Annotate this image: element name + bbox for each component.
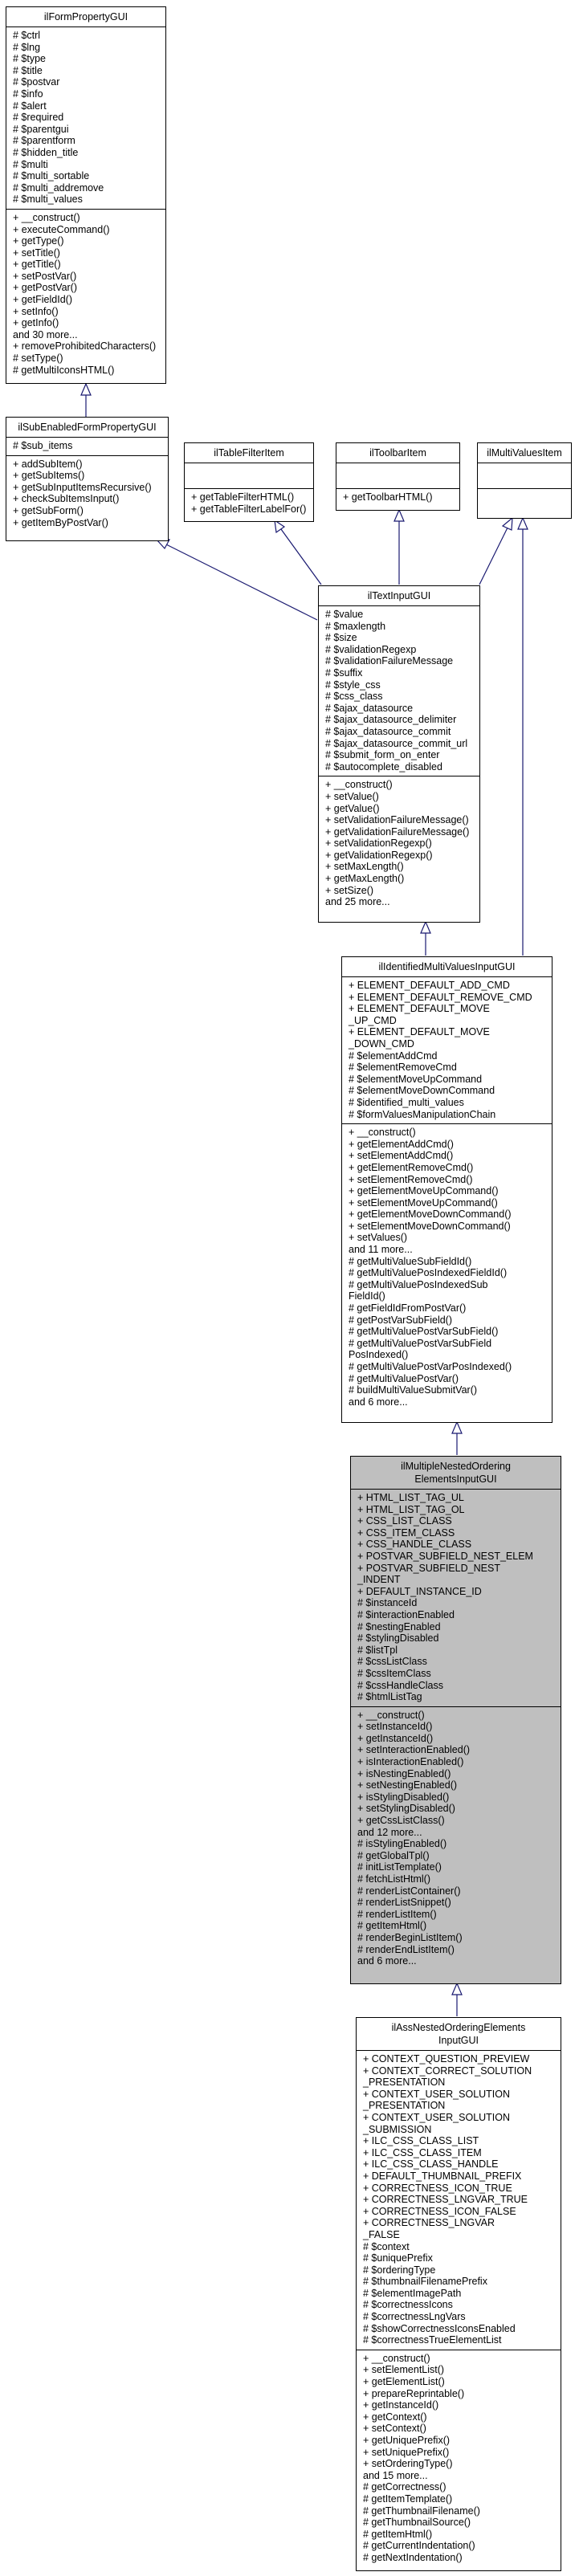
methods-section bbox=[342, 1124, 552, 1411]
member-line: _FALSE bbox=[363, 2228, 400, 2240]
member-line: # renderListItem() bbox=[357, 1908, 437, 1920]
edge-arrowhead bbox=[452, 1422, 462, 1433]
attributes-section bbox=[351, 1490, 561, 1707]
member-line: # $validationRegexp bbox=[325, 643, 417, 655]
member-line: + isInteractionEnabled() bbox=[357, 1756, 464, 1768]
edge-arrowhead bbox=[518, 518, 528, 529]
member-line: # $style_css bbox=[325, 679, 381, 691]
member-line: + getMaxLength() bbox=[325, 873, 405, 885]
member-line: # $validationFailureMessage bbox=[325, 655, 454, 667]
methods-section bbox=[185, 489, 313, 518]
member-line: # $showCorrectnessIconsEnabled bbox=[363, 2322, 516, 2334]
member-line: # renderListSnippet() bbox=[357, 1897, 451, 1909]
attributes-section bbox=[336, 463, 459, 489]
edge-arrowhead bbox=[81, 384, 91, 395]
member-line: + __construct() bbox=[357, 1709, 425, 1721]
member-line: # getItemHtml() bbox=[357, 1920, 427, 1932]
class-ilMultiValuesItem[interactable] bbox=[477, 442, 572, 519]
member-line: + setElementMoveUpCommand() bbox=[349, 1196, 498, 1209]
member-line: # $autocomplete_disabled bbox=[325, 760, 442, 772]
member-line: # $ajax_datasource_commit bbox=[325, 725, 451, 737]
member-line: # $listTpl bbox=[357, 1644, 398, 1656]
member-line: + getSubItems() bbox=[13, 470, 85, 482]
member-line: # $formValuesManipulationChain bbox=[349, 1108, 496, 1120]
member-line: + getInstanceId() bbox=[357, 1732, 434, 1744]
methods-section bbox=[357, 2350, 561, 2567]
class-ilToolbarItem[interactable] bbox=[336, 442, 460, 511]
member-line: # $multi bbox=[13, 158, 48, 170]
member-line: + setValue() bbox=[325, 790, 379, 802]
member-line: # getMultiValueSubFieldId() bbox=[349, 1255, 472, 1267]
member-line: # getNextIndentation() bbox=[363, 2551, 463, 2563]
member-line: # $sub_items bbox=[13, 440, 73, 451]
member-line: # $cssHandleClass bbox=[357, 1679, 443, 1691]
member-line: # $context bbox=[363, 2240, 410, 2252]
member-line: + checkSubItemsInput() bbox=[13, 493, 120, 505]
member-line: + HTML_LIST_TAG_OL bbox=[357, 1503, 465, 1515]
member-line: + getSubInputItemsRecursive() bbox=[13, 481, 152, 493]
member-line: # getPostVarSubField() bbox=[349, 1314, 452, 1326]
member-line: + setStylingDisabled() bbox=[357, 1803, 455, 1815]
member-line: + CSS_ITEM_CLASS bbox=[357, 1526, 455, 1539]
class-ilAssNestedOrderingElementsInputGUI[interactable] bbox=[356, 2017, 561, 2571]
member-line: # $maxlength bbox=[325, 620, 386, 632]
member-line: + getElementMoveDownCommand() bbox=[349, 1209, 512, 1221]
member-line: + getItemByPostVar() bbox=[13, 516, 108, 528]
member-line: # $ajax_datasource bbox=[325, 702, 414, 714]
member-line: # $interactionEnabled bbox=[357, 1608, 455, 1620]
member-line: # getMultiValuePosIndexedSub bbox=[349, 1278, 488, 1290]
member-line: + __construct() bbox=[349, 1127, 416, 1139]
member-line: + isNestingEnabled() bbox=[357, 1767, 451, 1779]
class-ilTableFilterItem[interactable] bbox=[184, 442, 314, 522]
member-line: + isStylingDisabled() bbox=[357, 1791, 450, 1803]
member-line: + executeCommand() bbox=[13, 223, 110, 235]
edge-textinput-to-tablefilter bbox=[275, 520, 321, 585]
member-line: + setElementAddCmd() bbox=[349, 1150, 454, 1162]
member-line: + ILC_CSS_CLASS_LIST bbox=[363, 2135, 479, 2147]
edge-arrowhead bbox=[275, 520, 284, 532]
member-line: + prepareReprintable() bbox=[363, 2387, 465, 2399]
member-line: # getThumbnailSource() bbox=[363, 2517, 471, 2529]
member-line: + ELEMENT_DEFAULT_MOVE bbox=[349, 1003, 490, 1015]
member-line: # $parentgui bbox=[13, 123, 69, 135]
class-title: ilSubEnabledFormPropertyGUI bbox=[6, 418, 168, 438]
member-line: + getPostVar() bbox=[13, 282, 78, 294]
methods-section bbox=[6, 210, 165, 379]
member-line: # $type bbox=[13, 53, 47, 65]
member-line: # isStylingEnabled() bbox=[357, 1838, 447, 1850]
member-line: + ILC_CSS_CLASS_ITEM bbox=[363, 2146, 482, 2158]
member-line: + setElementRemoveCmd() bbox=[349, 1173, 473, 1185]
member-line: + getTableFilterLabelFor() bbox=[191, 503, 307, 515]
member-line: + addSubItem() bbox=[13, 458, 83, 470]
member-line: + ELEMENT_DEFAULT_ADD_CMD bbox=[349, 980, 510, 991]
member-line: + getFieldId() bbox=[13, 294, 72, 306]
member-line: # $size bbox=[325, 632, 357, 644]
member-line: + getCssListClass() bbox=[357, 1815, 445, 1827]
member-line: + getValidationRegexp() bbox=[325, 849, 433, 861]
member-line: + HTML_LIST_TAG_UL bbox=[357, 1492, 464, 1503]
member-line: + __construct() bbox=[13, 211, 80, 223]
member-line: + getInstanceId() bbox=[363, 2399, 439, 2411]
attributes-section bbox=[319, 606, 479, 776]
member-line: # renderListContainer() bbox=[357, 1885, 461, 1897]
class-title-line: InputGUI bbox=[438, 2035, 479, 2046]
member-line: + setUniquePrefix() bbox=[363, 2446, 450, 2458]
class-ilSubEnabledFormPropertyGUI[interactable] bbox=[6, 417, 169, 541]
member-line: + CORRECTNESS_ICON_TRUE bbox=[363, 2182, 512, 2194]
member-line: + setElementList() bbox=[363, 2364, 445, 2376]
member-line: # $css_class bbox=[325, 691, 383, 703]
member-line: + setContext() bbox=[363, 2423, 426, 2435]
member-line: + POSTVAR_SUBFIELD_NEST bbox=[357, 1562, 500, 1574]
methods-section bbox=[478, 489, 571, 514]
methods-section bbox=[336, 489, 459, 507]
member-line: # $correctnessTrueElementList bbox=[363, 2334, 502, 2346]
member-line: + removeProhibitedCharacters() bbox=[13, 340, 157, 353]
member-line: + getToolbarHTML() bbox=[343, 491, 433, 503]
member-line: + getTableFilterHTML() bbox=[191, 491, 295, 503]
member-line: # $title bbox=[13, 64, 43, 76]
member-line: # $correctnessIcons bbox=[363, 2299, 453, 2311]
member-line: # $thumbnailFilenamePrefix bbox=[363, 2276, 487, 2288]
attributes-section bbox=[478, 463, 571, 489]
member-line: _DOWN_CMD bbox=[349, 1037, 414, 1050]
member-line: # $ajax_datasource_commit_url bbox=[325, 737, 468, 749]
member-line: + getElementList() bbox=[363, 2376, 445, 2388]
member-line: # $value bbox=[325, 609, 364, 620]
class-ilMultipleNestedOrderingElementsInputGUI[interactable] bbox=[350, 1456, 561, 1984]
member-line: # $hidden_title bbox=[13, 146, 79, 158]
methods-section bbox=[319, 776, 479, 911]
edge-arrowhead bbox=[421, 922, 430, 933]
member-line: + CORRECTNESS_LNGVAR bbox=[363, 2217, 495, 2229]
member-line: # getMultiValuePosIndexedFieldId() bbox=[349, 1267, 508, 1279]
class-title: ilTableFilterItem bbox=[185, 443, 313, 463]
member-line: + getElementMoveUpCommand() bbox=[349, 1185, 499, 1197]
member-line: # getItemHtml() bbox=[363, 2528, 433, 2540]
class-title: ilMultiValuesItem bbox=[478, 443, 571, 463]
member-line: + CONTEXT_QUESTION_PREVIEW bbox=[363, 2053, 530, 2064]
member-line: # getItemTemplate() bbox=[363, 2492, 453, 2505]
member-line: # $elementImagePath bbox=[363, 2287, 462, 2299]
member-line: # $ctrl bbox=[13, 30, 41, 41]
member-line: # $multi_values bbox=[13, 194, 83, 206]
member-line: # renderEndListItem() bbox=[357, 1943, 455, 1955]
member-line: + getContext() bbox=[363, 2411, 427, 2423]
attributes-section bbox=[6, 27, 165, 210]
member-line: # getMultiValuePostVarPosIndexed() bbox=[349, 1361, 512, 1372]
member-line: # buildMultiValueSubmitVar() bbox=[349, 1384, 478, 1396]
member-line: + getSubForm() bbox=[13, 504, 84, 516]
member-line: # $info bbox=[13, 88, 43, 100]
member-line: # getCurrentIndentation() bbox=[363, 2540, 475, 2552]
member-line: # getThumbnailFilename() bbox=[363, 2505, 480, 2517]
member-line: _INDENT bbox=[357, 1574, 401, 1586]
member-line: # $suffix bbox=[325, 666, 363, 679]
member-line: # initListTemplate() bbox=[357, 1861, 442, 1873]
member-line: # $postvar bbox=[13, 76, 60, 88]
member-line: and 30 more... bbox=[13, 328, 78, 340]
member-line: + DEFAULT_INSTANCE_ID bbox=[357, 1585, 482, 1597]
class-ilTextInputGUI[interactable] bbox=[318, 585, 480, 923]
member-line: # getCorrectness() bbox=[363, 2481, 446, 2493]
attributes-section bbox=[357, 2051, 561, 2350]
member-line: # $identified_multi_values bbox=[349, 1096, 464, 1108]
member-line: FieldId() bbox=[349, 1290, 385, 1302]
member-line: + setValidationRegexp() bbox=[325, 838, 432, 850]
member-line: + setElementMoveDownCommand() bbox=[349, 1220, 511, 1232]
member-line: # $nestingEnabled bbox=[357, 1620, 441, 1632]
class-title: ilFormPropertyGUI bbox=[6, 7, 165, 27]
class-title-line: ElementsInputGUI bbox=[414, 1473, 497, 1485]
member-line: + setSize() bbox=[325, 884, 374, 896]
member-line: + setTitle() bbox=[13, 247, 60, 259]
member-line: + getValidationFailureMessage() bbox=[325, 825, 470, 838]
class-title: ilIdentifiedMultiValuesInputGUI bbox=[342, 957, 552, 977]
member-line: _UP_CMD bbox=[349, 1014, 397, 1026]
member-line: + setInstanceId() bbox=[357, 1721, 433, 1733]
member-line: # $htmlListTag bbox=[357, 1691, 422, 1703]
class-title-line: ilMultipleNestedOrdering bbox=[401, 1461, 511, 1472]
member-line: and 6 more... bbox=[349, 1396, 408, 1408]
member-line: + CSS_HANDLE_CLASS bbox=[357, 1539, 472, 1551]
class-title bbox=[357, 2018, 561, 2051]
member-line: and 15 more... bbox=[363, 2469, 428, 2481]
member-line: # $multi_sortable bbox=[13, 170, 90, 182]
member-line: and 11 more... bbox=[349, 1244, 413, 1256]
edge-textinput-to-subenabled bbox=[157, 540, 317, 620]
member-line: # $submit_form_on_enter bbox=[325, 749, 440, 761]
member-line: # getMultiIconsHTML() bbox=[13, 364, 115, 376]
member-line: + setValues() bbox=[349, 1232, 408, 1244]
member-line: + CONTEXT_CORRECT_SOLUTION bbox=[363, 2064, 532, 2077]
class-ilIdentifiedMultiValuesInputGUI[interactable] bbox=[341, 956, 552, 1423]
member-line: + setInteractionEnabled() bbox=[357, 1744, 471, 1756]
member-line: # $cssItemClass bbox=[357, 1667, 431, 1679]
member-line: + setMaxLength() bbox=[325, 861, 404, 873]
member-line: # getMultiValuePostVar() bbox=[349, 1372, 459, 1384]
class-title-line: ilAssNestedOrderingElements bbox=[391, 2022, 526, 2033]
member-line: + setValidationFailureMessage() bbox=[325, 814, 469, 826]
edge-arrowhead bbox=[503, 518, 512, 530]
member-line: _SUBMISSION bbox=[363, 2123, 432, 2135]
member-line: + getType() bbox=[13, 235, 64, 247]
member-line: # renderBeginListItem() bbox=[357, 1931, 463, 1943]
member-line: # $elementAddCmd bbox=[349, 1050, 438, 1062]
member-line: # $instanceId bbox=[357, 1597, 418, 1609]
class-title: ilToolbarItem bbox=[336, 443, 459, 463]
member-line: # $uniquePrefix bbox=[363, 2252, 433, 2264]
attributes-section bbox=[342, 977, 552, 1124]
member-line: # $alert bbox=[13, 100, 47, 112]
member-line: + POSTVAR_SUBFIELD_NEST_ELEM bbox=[357, 1550, 533, 1562]
member-line: + CORRECTNESS_LNGVAR_TRUE bbox=[363, 2194, 528, 2206]
member-line: # setType() bbox=[13, 353, 63, 365]
class-title: ilTextInputGUI bbox=[319, 586, 479, 606]
member-line: # $orderingType bbox=[363, 2264, 436, 2276]
member-line: # $correctnessLngVars bbox=[363, 2311, 466, 2323]
member-line: + getValue() bbox=[325, 802, 380, 814]
member-line: PosIndexed() bbox=[349, 1349, 409, 1361]
member-line: + getInfo() bbox=[13, 317, 59, 329]
member-line: + getUniquePrefix() bbox=[363, 2435, 451, 2446]
member-line: + ILC_CSS_CLASS_HANDLE bbox=[363, 2158, 499, 2170]
member-line: # $cssListClass bbox=[357, 1656, 427, 1668]
member-line: + CONTEXT_USER_SOLUTION bbox=[363, 2088, 511, 2100]
member-line: # $parentform bbox=[13, 135, 75, 147]
member-line: + getTitle() bbox=[13, 259, 61, 271]
member-line: # getMultiValuePostVarSubField bbox=[349, 1337, 492, 1349]
member-line: + CONTEXT_USER_SOLUTION bbox=[363, 2111, 511, 2123]
member-line: + getElementAddCmd() bbox=[349, 1138, 454, 1150]
member-line: # fetchListHtml() bbox=[357, 1873, 430, 1885]
member-line: + ELEMENT_DEFAULT_MOVE bbox=[349, 1026, 490, 1038]
member-line: # $stylingDisabled bbox=[357, 1632, 439, 1645]
member-line: + setPostVar() bbox=[13, 270, 77, 282]
member-line: _PRESENTATION bbox=[363, 2077, 446, 2089]
member-line: and 12 more... bbox=[357, 1826, 422, 1838]
methods-section bbox=[351, 1707, 561, 1971]
edge-arrowhead bbox=[452, 1983, 462, 1995]
member-line: + CORRECTNESS_ICON_FALSE bbox=[363, 2205, 516, 2217]
member-line: + getElementRemoveCmd() bbox=[349, 1161, 474, 1173]
class-title bbox=[351, 1457, 561, 1490]
member-line: # $required bbox=[13, 112, 64, 124]
member-line: and 25 more... bbox=[325, 896, 390, 908]
member-line: + setNestingEnabled() bbox=[357, 1779, 458, 1791]
member-line: # getFieldIdFromPostVar() bbox=[349, 1302, 467, 1314]
member-line: # $lng bbox=[13, 41, 41, 53]
member-line: # $elementMoveUpCommand bbox=[349, 1073, 483, 1085]
member-line: + ELEMENT_DEFAULT_REMOVE_CMD bbox=[349, 991, 532, 1003]
edge-arrowhead bbox=[394, 510, 404, 521]
methods-section bbox=[6, 456, 168, 532]
member-line: + CSS_LIST_CLASS bbox=[357, 1515, 452, 1527]
member-line: # $elementRemoveCmd bbox=[349, 1062, 457, 1074]
member-line: _PRESENTATION bbox=[363, 2100, 446, 2112]
member-line: # $elementMoveDownCommand bbox=[349, 1085, 495, 1097]
attributes-section bbox=[185, 463, 313, 489]
member-line: and 6 more... bbox=[357, 1955, 417, 1967]
member-line: # getMultiValuePostVarSubField() bbox=[349, 1326, 499, 1338]
member-line: + setOrderingType() bbox=[363, 2458, 453, 2470]
member-line: # $ajax_datasource_delimiter bbox=[325, 714, 457, 726]
member-line: + DEFAULT_THUMBNAIL_PREFIX bbox=[363, 2170, 522, 2182]
member-line: # $multi_addremove bbox=[13, 181, 104, 194]
class-ilFormPropertyGUI[interactable] bbox=[6, 6, 166, 384]
member-line: + __construct() bbox=[363, 2352, 430, 2364]
attributes-section bbox=[6, 438, 168, 456]
member-line: + setInfo() bbox=[13, 305, 59, 317]
member-line: # getGlobalTpl() bbox=[357, 1849, 430, 1861]
member-line: + __construct() bbox=[325, 779, 393, 791]
